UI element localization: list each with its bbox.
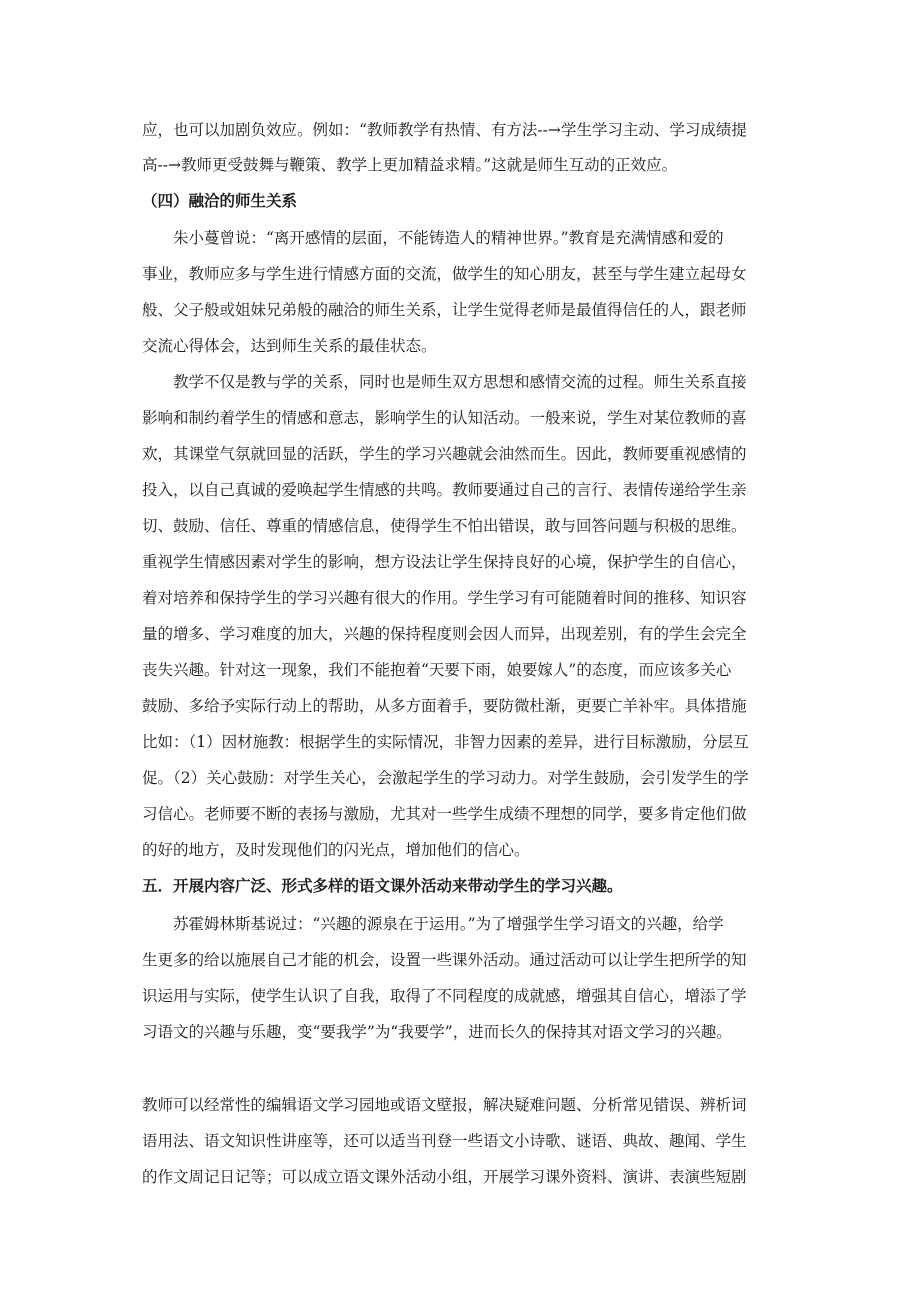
text-line: 事业，教师应多与学生进行情感方面的交流，做学生的知心朋友，甚至与学生建立起母女 — [142, 265, 747, 283]
text-line: 的作文周记日记等；可以成立语文课外活动小组，开展学习课外资料、演讲、表演些短剧 — [142, 1168, 747, 1186]
text-line: 般、父子般或姐妹兄弟般的融洽的师生关系，让学生觉得老师是最值得信任的人，跟老师 — [142, 301, 747, 319]
text-line: 苏霍姆林斯基说过：“兴趣的源泉在于运用。”为了增强学生学习语文的兴趣，给学 — [173, 915, 724, 933]
text-line: 切、鼓励、信任、尊重的情感信息，使得学生不怕出错误，敢与回答问题与积极的思维。 — [142, 517, 747, 535]
text-line: 教学不仅是教与学的关系，同时也是师生双方思想和感情交流的过程。师生关系直接 — [173, 373, 747, 391]
text-line: 习信心。老师要不断的表扬与激励，尤其对一些学生成绩不理想的同学，要多肯定他们做 — [142, 805, 747, 823]
text-line: 重视学生情感因素对学生的影响，想方设法让学生保持良好的心境，保护学生的自信心， — [142, 553, 747, 571]
text-line: 朱小蔓曾说：“离开感情的层面，不能铸造人的精神世界。”教育是充满情感和爱的 — [173, 229, 724, 247]
text-line: 欢，其课堂气氛就回显的活跃，学生的学习兴趣就会油然而生。因此，教师要重视感情的 — [142, 445, 747, 463]
text-line: 教师可以经常性的编辑语文学习园地或语文壁报，解决疑难问题、分析常见错误、辨析词 — [142, 1096, 747, 1114]
text-line: 丧失兴趣。针对这一现象，我们不能抱着“天要下雨，娘要嫁人”的态度，而应该多关心 — [142, 661, 732, 679]
section-heading: （四）融洽的师生关系 — [142, 191, 298, 210]
text-line: 的好的地方，及时发现他们的闪光点，增加他们的信心。 — [142, 841, 530, 859]
text-line: 习语文的兴趣与乐趣，变“要我学”为“我要学”，进而长久的保持其对语文学习的兴趣。 — [142, 1023, 732, 1041]
text-line: 交流心得体会，达到师生关系的最佳状态。 — [142, 337, 437, 355]
text-line: 量的增多、学习难度的加大，兴趣的保持程度则会因人而异，出现差别，有的学生会完全 — [142, 625, 747, 643]
text-line: 着对培养和保持学生的学习兴趣有很大的作用。学生学习有可能随着时间的推移、知识容 — [142, 589, 747, 607]
section-heading: 五．开展内容广泛、形式多样的语文课外活动来带动学生的学习兴趣。 — [142, 876, 623, 895]
text-line: 高--→教师更受鼓舞与鞭策、教学上更加精益求精。”这就是师生互动的正效应。 — [142, 156, 678, 174]
text-line: 促。（2）关心鼓励：对学生关心，会激起学生的学习动力。对学生鼓励，会引发学生的学 — [142, 769, 749, 787]
text-line: 识运用与实际，使学生认识了自我，取得了不同程度的成就感，增强其自信心，增添了学 — [142, 987, 747, 1005]
text-line: 影响和制约着学生的情感和意志，影响学生的认知活动。一般来说，学生对某位教师的喜 — [142, 409, 747, 427]
text-line: 鼓励、多给予实际行动上的帮助，从多方面着手，要防微杜渐，更要亡羊补牢。具体措施 — [142, 697, 747, 715]
text-line: 应，也可以加剧负效应。例如：“教师教学有热情、有方法--→学生学习主动、学习成绩提 — [142, 121, 747, 139]
text-line: 比如：（1）因材施教：根据学生的实际情况，非智力因素的差异，进行目标激励，分层互 — [142, 733, 749, 751]
text-line: 语用法、语文知识性讲座等，还可以适当刊登一些语文小诗歌、谜语、典故、趣闻、学生 — [142, 1132, 747, 1150]
text-line: 投入，以自己真诚的爱唤起学生情感的共鸣。教师要通过自己的言行、表情传递给学生亲 — [142, 481, 747, 499]
text-line: 生更多的给以施展自己才能的机会，设置一些课外活动。通过活动可以让学生把所学的知 — [142, 951, 747, 969]
